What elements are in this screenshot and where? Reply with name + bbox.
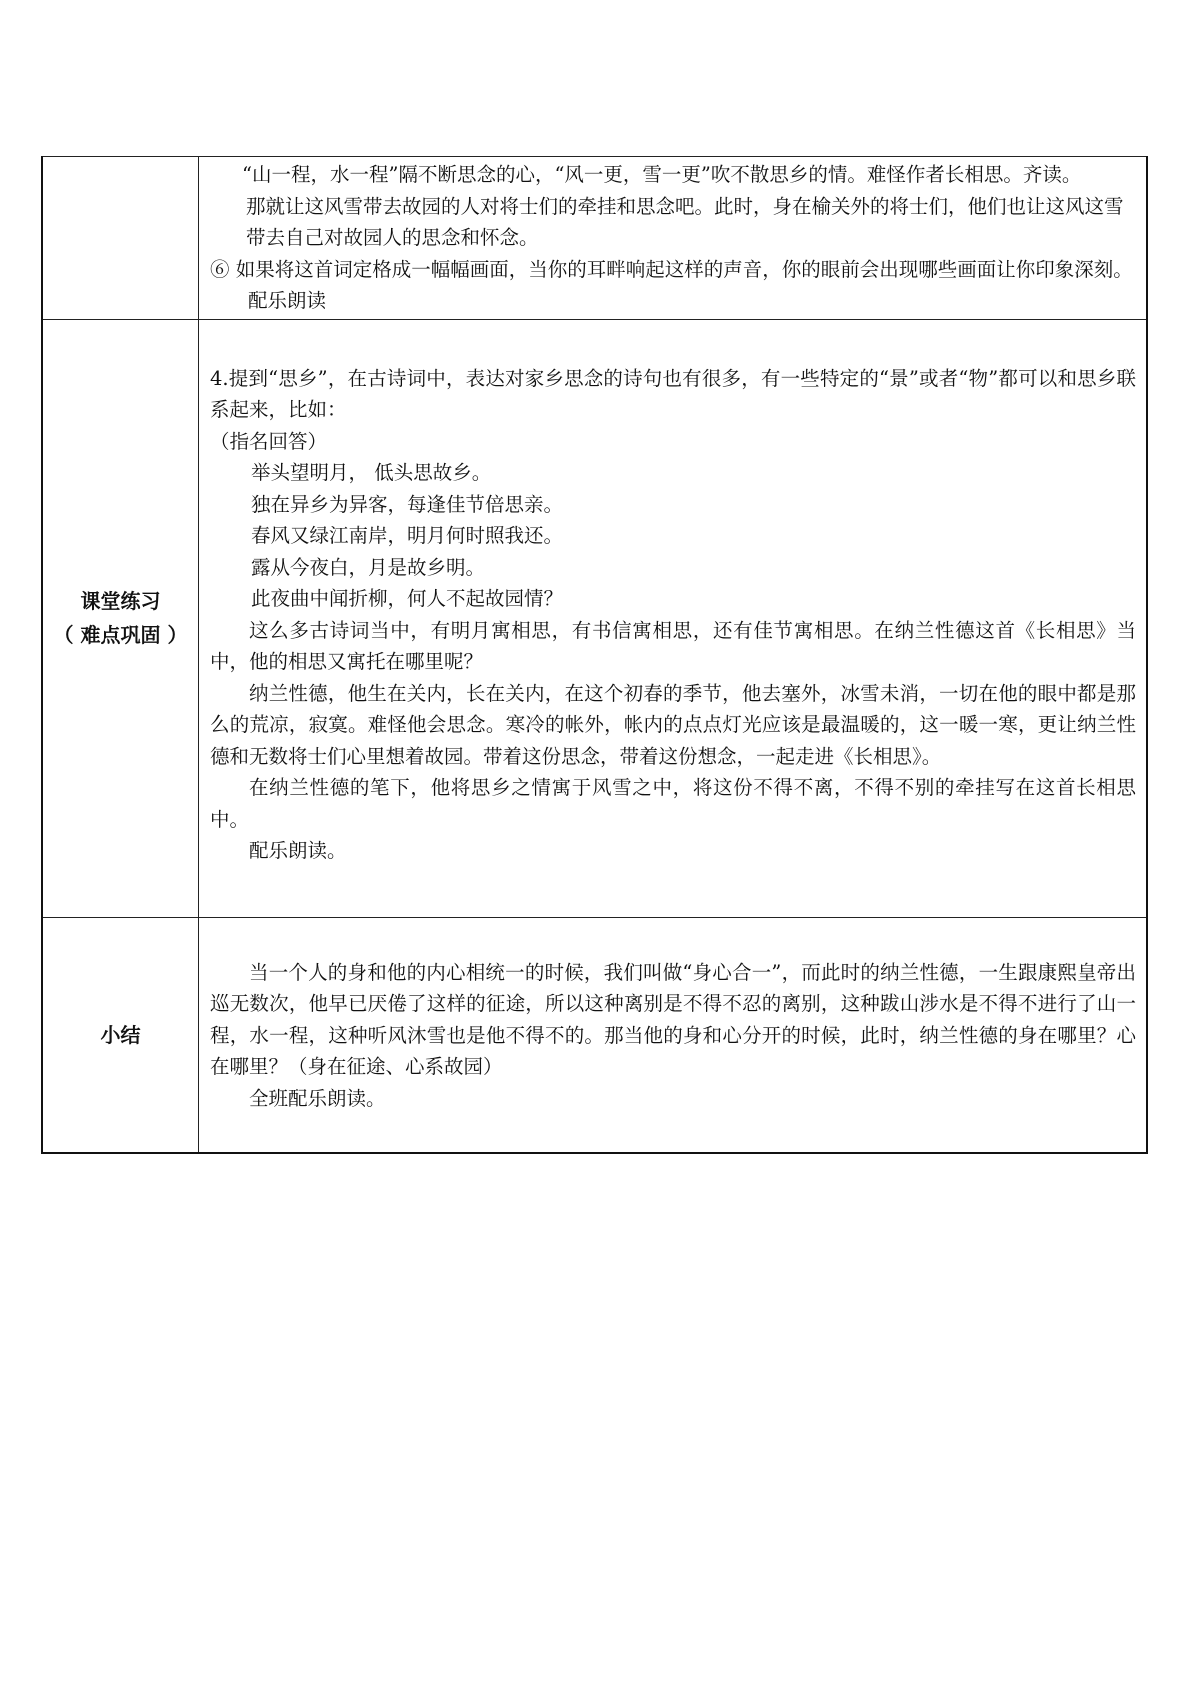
lesson-plan-table [41, 156, 1148, 1154]
question-paragraph: ⑥ 如果将这首词定格成一幅幅画面，当你的耳畔响起这样的声音，你的眼前会出现哪些画面让你印象深刻。 [210, 257, 1133, 281]
poem-line: 举头望明月， 低头思故乡。 [251, 461, 492, 484]
table-row-summary [42, 917, 1147, 1153]
row-label-line-2: （ 难点巩固 ） [53, 623, 188, 647]
row-content-cell [199, 917, 1148, 1153]
row-label-cell [42, 319, 199, 917]
paragraph: 当一个人的身和他的内心相统一的时候，我们叫做“身心合一”，而此时的纳兰性德，一生跟康熙皇帝出巡无数次，他早已厌倦了这样的征途，所以这种离别是不得不忍的离别，这种跋山涉水是不得不进行了山一程，水一程，这种听风沐雪也是他不得不的。那当他的身和心分开的时候，此时，纳兰性德的身在哪里？心在哪里？（身在征途、心系故园） [210, 960, 1136, 1078]
intro-paragraph: 4.提到“思乡”，在古诗词中，表达对家乡思念的诗句也有很多，有一些特定的“景”或者“物”都可以和思乡联系起来，比如： [210, 366, 1136, 421]
paragraph: 在纳兰性德的笔下，他将思乡之情寓于风雪之中，将这份不得不离，不得不别的牵挂写在这首长相思中。 [210, 776, 1136, 831]
row-label-line-1: 课堂练习 [80, 589, 161, 613]
paragraph: 那就让这风雪带去故园的人对将士们的牵挂和思念吧。此时，身在榆关外的将士们，他们也让这风这雪带去自己对故园人的思念和怀念。 [246, 194, 1124, 249]
row-content-cell [199, 319, 1148, 917]
paragraph: 配乐朗读 [248, 289, 327, 312]
paragraph: 配乐朗读。 [249, 839, 347, 862]
poem-line: 此夜曲中闻折柳，何人不起故园情？ [251, 587, 564, 610]
paragraph: 这么多古诗词当中，有明月寓相思，有书信寓相思，还有佳节寓相思。在纳兰性德这首《长相思》当中，他的相思又寓托在哪里呢？ [210, 618, 1136, 673]
poem-line: 露从今夜白，月是故乡明。 [251, 555, 486, 579]
note-line: （指名回答） [210, 429, 328, 453]
row-label: 小结 [100, 1022, 141, 1047]
row-label-cell-empty [42, 157, 199, 320]
paragraph: “山一程，水一程”隔不断思念的心，“风一更，雪一更”吹不散思乡的情。难怪作者长相思。齐读。 [242, 163, 1082, 186]
row-label-cell [42, 917, 199, 1153]
row-content-cell [199, 157, 1148, 320]
paragraph: 纳兰性德，他生在关内，长在关内，在这个初春的季节，他去塞外，冰雪未消，一切在他的眼中都是那么的荒凉，寂寞。难怪他会思念。寒冷的帐外，帐内的点点灯光应该是最温暖的，这一暖一寒，更让纳兰性德和无数将士们心里想着故园。带着这份思念，带着这份想念，一起走进《长相思》。 [210, 681, 1136, 768]
poem-line: 春风又绿江南岸，明月何时照我还。 [251, 524, 564, 547]
table-row-continuation [42, 157, 1147, 320]
poem-line: 独在异乡为异客，每逢佳节倍思亲。 [251, 492, 564, 516]
table-row-classroom-practice [42, 319, 1147, 917]
paragraph: 全班配乐朗读。 [249, 1086, 386, 1110]
